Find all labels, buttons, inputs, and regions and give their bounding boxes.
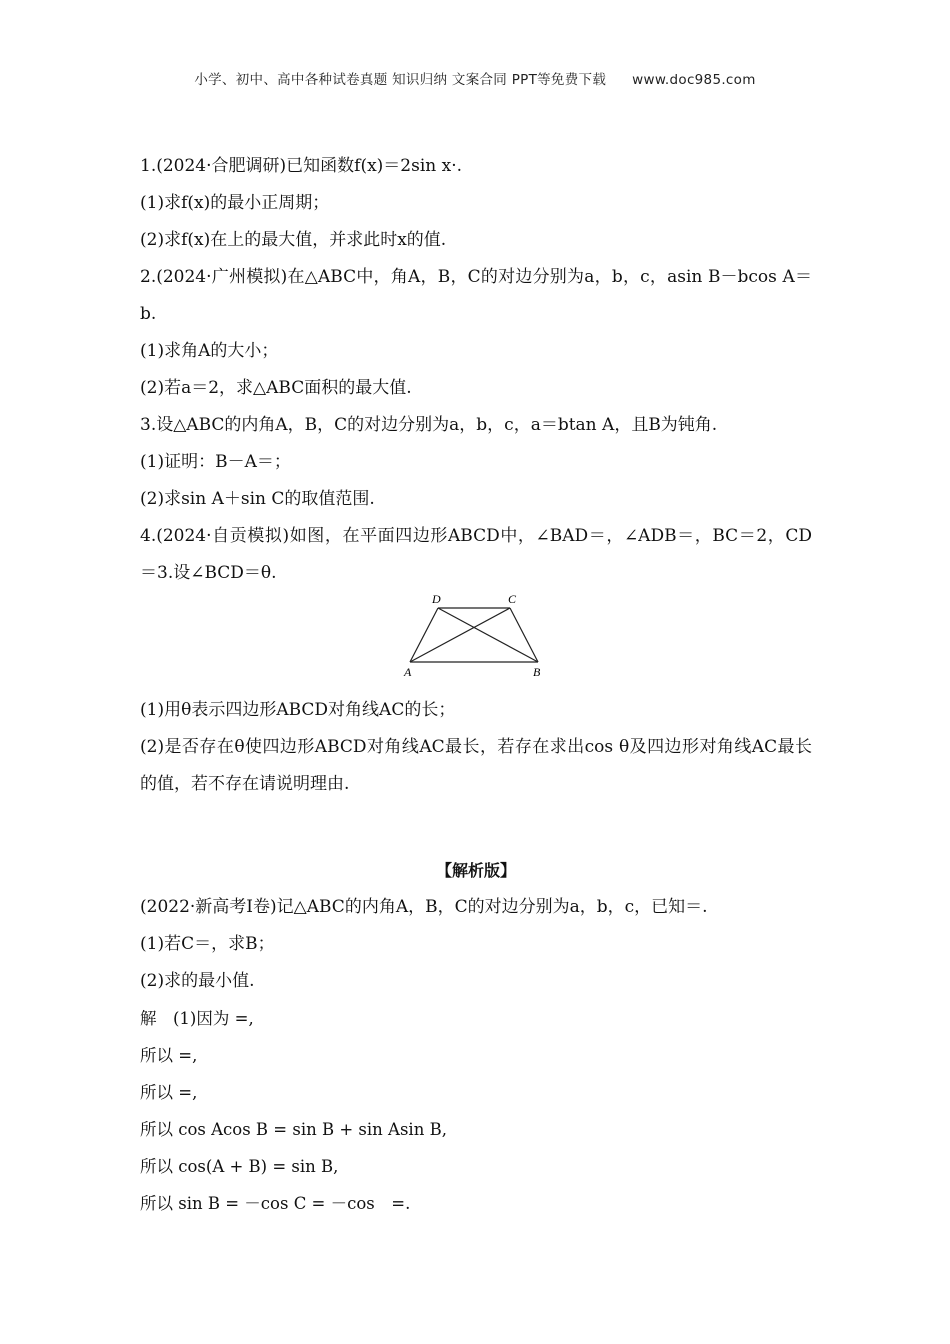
problem-1-part-1: (1)求f(x)的最小正周期；: [140, 193, 330, 213]
diagonal-bd: [438, 608, 538, 662]
vertex-label-d: D: [432, 592, 441, 606]
diagonal-ac: [410, 608, 510, 662]
solution-line-1: 解 (1)因为 =,: [140, 1009, 254, 1028]
problem-4-stem: 4.(2024·自贡模拟)如图，在平面四边形ABCD中，∠BAD＝，∠ADB＝，BC＝2，CD＝3.设∠BCD＝θ.: [140, 526, 812, 583]
problem-2-part-2: (2)若a＝2，求△ABC面积的最大值.: [140, 378, 412, 398]
problem-1-stem: 1.(2024·合肥调研)已知函数f(x)＝2sin x·.: [140, 156, 463, 176]
quadrilateral-diagram: [390, 592, 550, 682]
problem-3-part-1: (1)证明：B－A＝；: [140, 452, 291, 472]
analysis-heading: 【解析版】: [435, 861, 516, 880]
problem-2-part-1: (1)求角A的大小；: [140, 341, 279, 361]
solution-line-4: 所以 cos Acos B = sin B + sin Asin B,: [140, 1120, 447, 1139]
quadrilateral-figure: [140, 592, 812, 692]
analysis-stem: (2022·新高考Ⅰ卷)记△ABC的内角A，B，C的对边分别为a，b，c，已知＝.: [140, 897, 708, 917]
section-gap: [140, 803, 812, 852]
header-url[interactable]: www.doc985.com: [632, 72, 756, 88]
solution-line-3: 所以 =,: [140, 1083, 198, 1102]
problem-4-part-1: (1)用θ表示四边形ABCD对角线AC的长；: [140, 700, 456, 720]
problem-3-stem: 3.设△ABC的内角A，B，C的对边分别为a，b，c，a＝btan A，且B为钝角.: [140, 415, 718, 435]
solution-line-2: 所以 =,: [140, 1046, 198, 1065]
document-body: [140, 148, 812, 1222]
solution-line-6: 所以 sin B = －cos C = －cos =.: [140, 1194, 411, 1213]
vertex-label-b: B: [533, 665, 541, 679]
solution-line-5: 所以 cos(A + B) = sin B,: [140, 1157, 339, 1176]
page-header: [0, 68, 950, 88]
analysis-part-1: (1)若C＝，求B；: [140, 934, 275, 954]
header-text: 小学、初中、高中各种试卷真题 知识归纳 文案合同 PPT等免费下载: [194, 72, 607, 88]
vertex-label-c: C: [508, 592, 517, 606]
analysis-part-2: (2)求的最小值.: [140, 971, 255, 991]
problem-1-part-2: (2)求f(x)在上的最大值，并求此时x的值.: [140, 230, 447, 250]
problem-3-part-2: (2)求sin A＋sin C的取值范围.: [140, 489, 375, 509]
problem-2-stem: 2.(2024·广州模拟)在△ABC中，角A，B，C的对边分别为a，b，c，asin B－bcos A＝b.: [140, 267, 812, 324]
problem-4-part-2: (2)是否存在θ使四边形ABCD对角线AC最长，若存在求出cos θ及四边形对角线AC最长的值，若不存在请说明理由.: [140, 737, 812, 794]
vertex-label-a: A: [404, 665, 412, 679]
